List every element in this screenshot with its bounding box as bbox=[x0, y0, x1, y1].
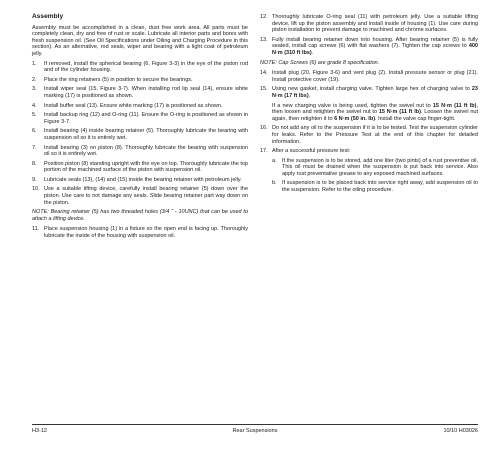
note-cap-screws: NOTE: Cap Screws (6) are grade 8 specification. bbox=[260, 59, 380, 66]
step-7: 7. Install bearing (3) on piston (8). Thoroughly lubricate the bearing with suspension oil so it is entirely wet. bbox=[32, 144, 248, 158]
step-3: 3. Install wiper seal (15, Figure 3-7). When installing rod lip seal (14), ensure white marking (17) is positioned as shown. bbox=[32, 86, 248, 99]
document-code: 10/10 H03026 bbox=[443, 428, 478, 434]
step-10: 10. Use a suitable lifting device, carefully install bearing retainer (5) down over the piston. Use care to not damage any seals. Slide bearing retainer part way down on the piston. bbox=[32, 186, 248, 206]
chapter-title: Rear Suspensions bbox=[232, 428, 278, 434]
footer-divider bbox=[32, 424, 478, 425]
substep-b: b. If suspension is to be placed back into service right away, add suspension oil to the suspension. Refer to the oiling procedure. bbox=[272, 180, 478, 194]
step-4: 4. Install buffer seal (13). Ensure white marking (17) is positioned as shown. bbox=[32, 102, 223, 109]
note-bearing-retainer: NOTE: Bearing retainer (5) has two threaded holes (3/4 " - 10UNC) that can be used to attach a lifting device. bbox=[32, 209, 248, 222]
step-11: 11. Place suspension housing (1) in a fixture so the open end is facing up. Thoroughly lubricate the inside of the housing with suspension oil. bbox=[32, 226, 248, 240]
page-number: H3-12 bbox=[32, 428, 47, 434]
step-14: 14. Install plug (20, Figure 3-6) and vent plug (2). Install pressure sensor or plug (21). Install protective cover (19). bbox=[260, 70, 478, 83]
page-footer bbox=[32, 428, 478, 436]
step-9: 9. Lubricate seals (13), (14) and (15) inside the bearing retainer with petroleum jelly. bbox=[32, 176, 242, 183]
charging-valve-paragraph: If a new charging valve is being used, tighten the swivel nut to 15 N·m (11 ft lb), then loosen and retighten the swivel nut to 15 N·m (11 ft lb). Loosen the swivel nut again, then retighten it to 6 N·m (50 in. lb). Install the valve cap finger-tight. bbox=[272, 102, 479, 122]
intro-paragraph: Assembly must be accomplished in a clean, dust free work area. All parts must be completely clean, dry and free of rust or scale. Lubricate all interior parts and bores with fresh suspension oil. (See Oil Specifications under Oiling and Charging Procedure in this section). As an alternative, rod seals, wiper and bearing with a light coat of petroleum jelly. bbox=[32, 24, 248, 57]
step-6: 6. Install bearing (4) inside bearing retainer (5). Thoroughly lubricate the bearing with suspension oil so it is entirely wet. bbox=[32, 128, 248, 141]
step-17: 17. After a successful pressure test: bbox=[260, 148, 351, 155]
step-8: 8. Position piston (8) standing upright with the eye on top. Thoroughly lubricate the top portion of the machined surface of the piston with suspension oil. bbox=[32, 160, 248, 174]
step-12: 12. Thoroughly lubricate O-ring seal (11) with petroleum jelly. Use a suitable lifting device, lift up the piston assembly and install inside of housing (1). Use care during piston installation to prevent damage to machined and chrome surfaces. bbox=[260, 14, 478, 34]
left-column bbox=[32, 14, 248, 243]
step-13: 13. Fully install bearing retainer down into housing. After bearing retainer (5) is fully seated, install cap screws (6) with flat washers (7). Tighten the cap screws to 400 N·m (310 ft lbs). bbox=[260, 36, 478, 56]
step-15: 15. Using new gasket, install charging valve. Tighten large hex of charging valve to 23 N·m (17 ft lbs). bbox=[260, 86, 478, 99]
section-heading: Assembly bbox=[32, 13, 64, 20]
step-2: 2. Place the ring retainers (5) in position to secure the bearings. bbox=[32, 76, 193, 83]
step-1: 1. If removed, install the spherical bearing (6, Figure 3-3) in the eye of the piston rod and of the cylinder housing. bbox=[32, 60, 248, 74]
step-16: 16. Do not add any oil to the suspension if it is to be tested. Test the suspension cylinder for leaks. Refer to the Pressure Test at the end of this chapter for detailed information. bbox=[260, 125, 478, 145]
substep-a: a. If the suspension is to be stored, add one liter (two pints) of a rust preventive oil. This oil must be drained when the suspension is put back into service. Also apply rust preventative grease to any exposed machined surfaces. bbox=[272, 157, 478, 177]
right-column bbox=[260, 14, 478, 197]
step-5: 5. Install backup ring (12) and O-ring (11). Ensure the O-ring is positioned as shown in Figure 3-7. bbox=[32, 112, 248, 125]
